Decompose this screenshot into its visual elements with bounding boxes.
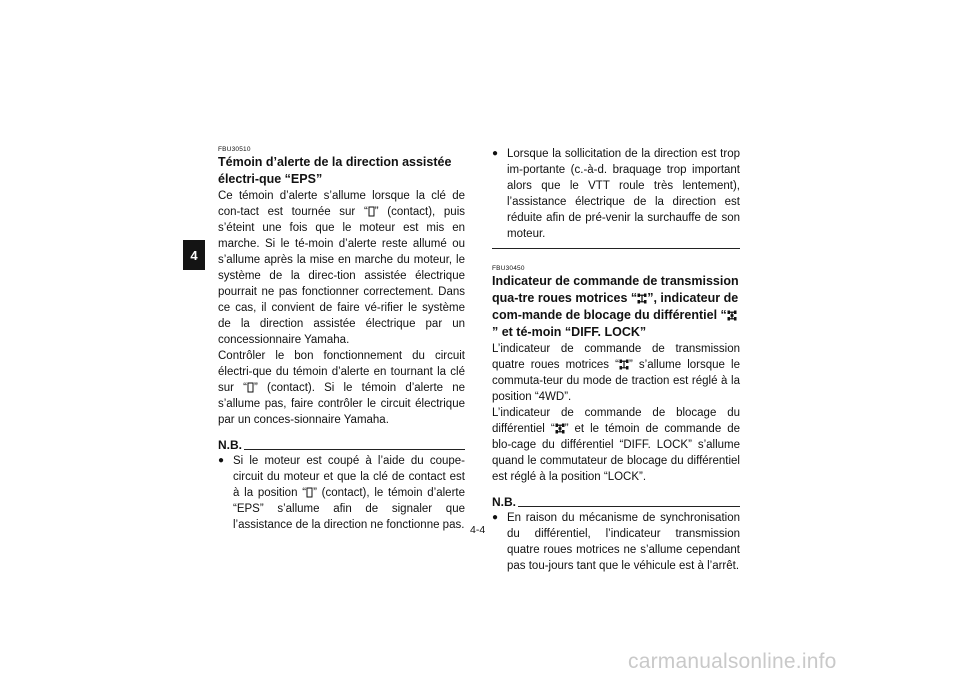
paragraph-eps-2: Contrôler le bon fonctionnement du circuit électri-que du témoin d’alerte en tournant la clé sur “ ” (contact). Si le témoin d’alerte ne s’allume pas, faire contrôler le circuit électrique par un conces-sionnaire Yamaha. [218, 350, 465, 426]
paragraph-4wd: L’indicateur de commande de transmission quatre roues motrices “ ” s’allume lorsque le commuta-teur du mode de traction est réglé à la position “4WD”. [492, 343, 740, 403]
left-column [218, 146, 465, 533]
four-wheel-drive-icon [637, 293, 647, 304]
page-number: 4-4 [470, 524, 486, 536]
note-label: N.B. [492, 495, 516, 509]
watermark: carmanualsonline.info [628, 650, 837, 673]
right-column [492, 146, 740, 574]
note-rule [518, 506, 740, 507]
note-label: N.B. [218, 438, 242, 452]
note-header [218, 438, 465, 452]
chapter-number: 4 [190, 247, 198, 263]
note-bullet: ● En raison du mécanisme de synchronisation du différentiel, l’indicateur transmission quatre roues motrices ne s’allume cependant pas tou-jours tant que le véhicule est à l’arrêt. [492, 512, 740, 572]
key-on-icon [368, 206, 375, 217]
note-end-rule [492, 248, 740, 249]
note-bullet: ● Si le moteur est coupé à l’aide du coupe-circuit du moteur et que la clé de contact est à la position “ ” (contact), le témoin d’alerte “EPS” s’allume afin de signaler que l’assistance de la direction ne fonctionne pas. [218, 455, 465, 531]
diff-lock-icon [555, 423, 565, 434]
bullet-dot-icon: ● [492, 148, 499, 159]
section-heading-eps: Témoin d’alerte de la direction assistée électri-que “EPS” [218, 155, 452, 186]
bullet-dot-icon: ● [218, 455, 225, 466]
section-code: FBU30510 [218, 146, 251, 153]
section-heading-4wd: Indicateur de commande de transmission qua-tre roues motrices “ ”, indicateur de com-mande de blocage du différentiel “” et té-moin “DIFF. LOCK” [492, 274, 739, 339]
section-code: FBU30450 [492, 265, 525, 272]
note-bullet: ● Lorsque la sollicitation de la direction est trop im-portante (c.-à-d. braquage trop important alors que le VTT roule très lentement), l’assistance électrique de la direction est réduite afin de pré-venir la surchauffe de son moteur. [492, 148, 740, 240]
note-header [492, 495, 740, 509]
diff-lock-icon [727, 310, 737, 321]
note-rule [244, 449, 465, 450]
bullet-dot-icon: ● [492, 512, 499, 523]
chapter-tab [183, 240, 205, 270]
key-on-icon [247, 382, 254, 393]
four-wheel-drive-icon [619, 359, 629, 370]
paragraph-diff-lock: L’indicateur de commande de blocage du différentiel “ ” et le témoin de commande de blo-cage du différentiel “DIFF. LOCK” s’allume quand le commutateur de blocage du différentiel est réglé à la position “LOCK”. [492, 407, 740, 483]
key-on-icon [306, 487, 313, 498]
paragraph-eps-1: Ce témoin d’alerte s’allume lorsque la clé de con-tact est tournée sur “ ” (contact), puis s’éteint une fois que le moteur est mis en marche. Si le té-moin d’alerte reste allumé ou s’allume après la mise en marche du moteur, le système de la direc-tion assistée électrique pourrait ne pas fonctionner correctement. Dans ce cas, il convient de faire vé-rifier le système de la direction assistée électrique par un concessionnaire Yamaha. [218, 190, 465, 346]
